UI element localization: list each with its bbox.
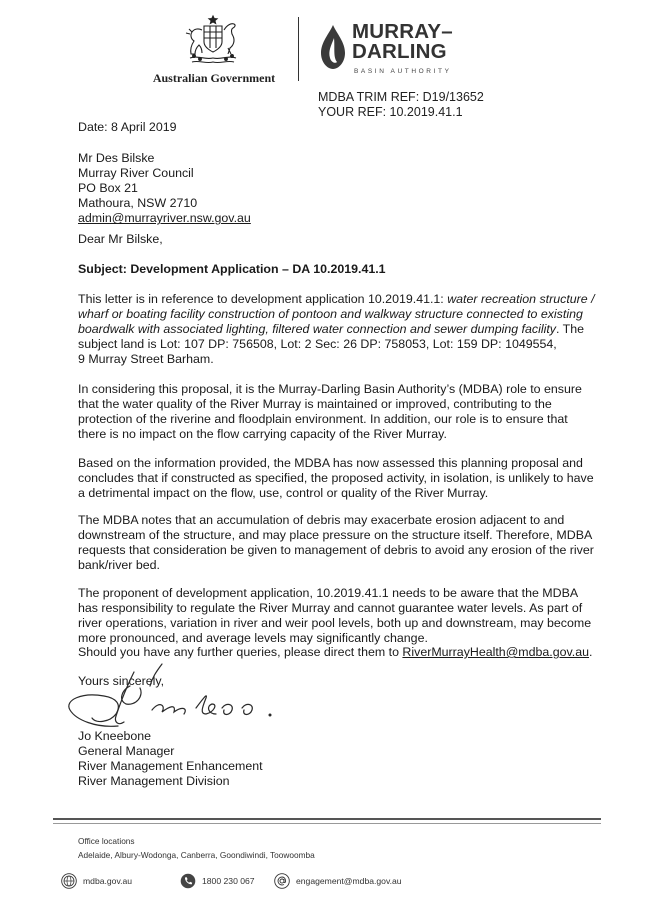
signatory-block	[78, 729, 598, 789]
trim-ref: MDBA TRIM REF: D19/13652	[318, 90, 484, 104]
paragraph-line: a detrimental impact on the flow, use, control or quality of the River Murray.	[78, 486, 489, 501]
paragraph-line: there is no impact on the flow carrying capacity of the River Murray.	[78, 427, 447, 442]
paragraph-line	[78, 322, 598, 337]
globe-icon	[61, 873, 77, 889]
signatory-title: General Manager	[78, 744, 175, 759]
recipient-email-link[interactable]: admin@murrayriver.nsw.gov.au	[78, 211, 251, 226]
footer-office-cities: Adelaide, Albury-Wodonga, Canberra, Goondiwindi, Toowoomba	[78, 850, 315, 860]
paragraph-line: more pronounced, and average levels may significantly change.	[78, 631, 428, 646]
footer-divider	[53, 818, 601, 820]
phone-icon	[180, 873, 196, 889]
reference-block	[318, 90, 484, 120]
at-sign-icon	[274, 873, 290, 889]
paragraph-line: bank/river bed.	[78, 558, 160, 573]
paragraph-reference	[78, 292, 598, 367]
paragraph-debris	[78, 513, 598, 573]
paragraph-line: subject land is Lot: 107 DP: 756508, Lot: 2 Sec: 26 DP: 758053, Lot: 159 DP: 1049554,	[78, 337, 557, 352]
paragraph-assessment	[78, 456, 598, 501]
recipient-address	[78, 151, 598, 226]
paragraph-line: concludes that if constructed as specified, the proposed activity, in isolation, is unlikely to have	[78, 471, 594, 486]
paragraph-line: In considering this proposal, it is the Murray-Darling Basin Authority’s (MDBA) role to ensure	[78, 382, 582, 396]
closing-text: Yours sincerely,	[78, 674, 165, 688]
mdba-wordmark-line2: DARLING	[352, 40, 447, 63]
footer-web-contact[interactable]	[61, 872, 132, 890]
paragraph-line: river operations, variation in river and weir pool levels, both up and downstream, may become	[78, 616, 592, 631]
signatory-name: Jo Kneebone	[78, 729, 152, 743]
your-ref: YOUR REF: 10.2019.41.1	[318, 105, 463, 119]
mdba-wordmark	[352, 22, 453, 62]
header-divider	[298, 17, 299, 81]
australian-government-crest-logo	[180, 14, 246, 68]
paragraph-line: has responsibility to regulate the River Murray and cannot guarantee water levels. As part of	[78, 601, 583, 616]
paragraph-line: protection of the riverine and floodplain environment. In addition, our role is to ensure that	[78, 412, 568, 427]
salutation-text: Dear Mr Bilske,	[78, 232, 163, 246]
paragraph-queries	[78, 645, 598, 660]
paragraph-line	[78, 292, 598, 307]
plain-text: . The	[555, 322, 584, 337]
mdba-subtitle: BASIN AUTHORITY	[354, 68, 452, 75]
paragraph-line: The proponent of development application, 10.2019.41.1 needs to be aware that the MDBA	[78, 586, 579, 600]
signatory-branch: River Management Enhancement	[78, 759, 263, 774]
italic-text: water recreation structure /	[447, 292, 595, 306]
recipient-line: Murray River Council	[78, 166, 194, 181]
subject-text: Subject: Development Application – DA 10.2019.41.1	[78, 262, 386, 276]
paragraph-line: downstream of the structure, and may place pressure on the structure itself. Therefore, MDBA	[78, 528, 593, 543]
subject-line	[78, 262, 598, 277]
paragraph-line: Based on the information provided, the MDBA has now assessed this planning proposal and	[78, 456, 583, 470]
salutation	[78, 232, 598, 247]
recipient-line: Mr Des Bilske	[78, 151, 155, 165]
recipient-line: Mathoura, NSW 2710	[78, 196, 198, 211]
italic-text: boardwalk with associated lighting, filtered water connection and sewer dumping facility	[78, 322, 556, 337]
australian-government-label: Australian Government	[152, 71, 276, 85]
footer-email-text[interactable]: engagement@mdba.gov.au	[296, 876, 402, 886]
letter-date	[78, 120, 598, 135]
paragraph-line: wharf or boating facility construction of pontoon and walkway structure connected to existing	[78, 307, 583, 322]
footer-phone-contact[interactable]	[180, 872, 255, 890]
date-text: Date: 8 April 2019	[78, 120, 177, 134]
mdba-droplet-logo	[318, 24, 348, 70]
paragraph-line: that the water quality of the River Murray is maintained or improved, contributing to the	[78, 397, 552, 412]
mdba-wordmark-line1: MURRAY–	[352, 20, 453, 43]
paragraph-line: The MDBA notes that an accumulation of debris may exacerbate erosion adjacent to and	[78, 513, 565, 527]
recipient-line: PO Box 21	[78, 181, 138, 196]
plain-text: .	[589, 645, 593, 659]
paragraph-line: 9 Murray Street Barham.	[78, 352, 214, 367]
plain-text: This letter is in reference to development application 10.2019.41.1:	[78, 292, 448, 306]
paragraph-line	[78, 645, 598, 660]
footer-divider-thin	[53, 823, 601, 824]
footer-phone-text[interactable]: 1800 230 067	[202, 876, 255, 886]
handwritten-signature	[56, 660, 286, 740]
paragraph-water-levels	[78, 586, 598, 646]
signatory-division: River Management Division	[78, 774, 230, 789]
paragraph-role	[78, 382, 598, 442]
paragraph-line: requests that consideration be given to management of debris to avoid any erosion of the river	[78, 543, 594, 558]
footer-office-title: Office locations	[78, 836, 135, 846]
plain-text: Should you have any further queries, please direct them to	[78, 645, 403, 659]
rivermurrayhealth-email-link[interactable]: RiverMurrayHealth@mdba.gov.au	[402, 645, 590, 659]
footer-email-contact[interactable]	[274, 872, 402, 890]
footer-web-text[interactable]: mdba.gov.au	[83, 876, 133, 886]
